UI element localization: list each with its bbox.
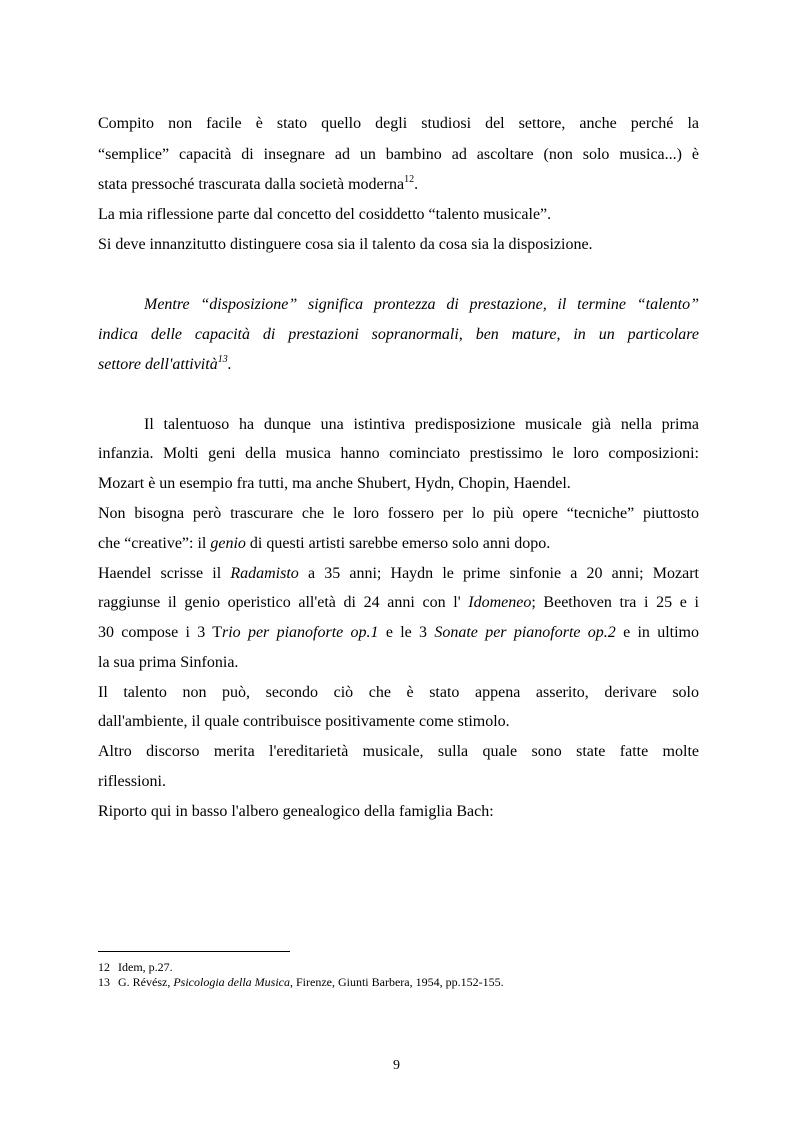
body-text-line [98, 593, 699, 613]
text-span: . [227, 356, 232, 373]
body-text-line: La mia riflessione parte dal concetto del cosiddetto “talento musicale”. [98, 206, 552, 223]
footnote [98, 960, 173, 974]
text-span: e in ultimo [615, 624, 699, 641]
footnote-text: , Firenze, Giunti Barbera, 1954, pp.152-155. [289, 975, 504, 989]
body-text-line: dall'ambiente, il quale contribuisce positivamente come stimolo. [98, 713, 510, 730]
body-text-line [98, 534, 699, 554]
body-text-line: Altro discorso merita l'ereditarietà musicale, sulla quale sono state fatte molte [98, 743, 699, 760]
footnote [98, 975, 504, 989]
text-span: 30 compose i 3 T [98, 624, 222, 641]
footnote-number: 13 [98, 975, 110, 989]
text-span: che “creative”: il [98, 535, 211, 552]
body-text-line: “semplice” capacità di insegnare ad un bambino ad ascoltare (non solo musica...) è [98, 146, 699, 163]
body-text-line: infanzia. Molti geni della musica hanno cominciato prestissimo le loro composizioni: [98, 445, 699, 462]
text-span: a 35 anni; Haydn le prime sinfonie a 20 anni; Mozart [298, 565, 699, 582]
italic-span: Idomeneo [468, 594, 532, 611]
page-number: 9 [393, 1058, 400, 1073]
body-text-line: Mozart è un esempio fra tutti, ma anche Shubert, Hydn, Chopin, Haendel. [98, 475, 571, 492]
italic-span: Radamisto [230, 565, 299, 582]
body-text-line: riflessioni. [98, 773, 166, 790]
body-text-line [98, 623, 699, 643]
body-text-line: Compito non facile è stato quello degli studiosi del settore, anche perché la [98, 115, 699, 132]
text-span: Haendel scrisse il [98, 565, 231, 582]
text-span: di questi artisti sarebbe emerso solo anni dopo. [245, 535, 551, 552]
italic-span: genio [210, 535, 246, 552]
text-span: e le 3 [378, 624, 435, 641]
body-text-line [98, 175, 699, 195]
footnote-number: 12 [98, 960, 110, 974]
body-text-line: Riporto qui in basso l'albero genealogico della famiglia Bach: [98, 803, 494, 820]
footnote-separator [98, 951, 290, 952]
body-text-line: Il talento non può, secondo ciò che è stato appena asserito, derivare solo [98, 684, 699, 701]
text-span: . [414, 176, 419, 193]
body-text-line: Non bisogna però trascurare che le loro fossero per lo più opere “tecniche” piuttosto [98, 505, 699, 522]
italic-span: Sonate per pianoforte op.2 [434, 624, 616, 641]
text-span: settore dell'attività [98, 356, 218, 373]
body-text-line: Si deve innanzitutto distinguere cosa sia il talento da cosa sia la disposizione. [98, 236, 593, 253]
footnote-ref: 13 [217, 354, 228, 365]
text-span: stata pressoché trascurata dalla società moderna [98, 176, 405, 193]
italic-span: rio per pianoforte op.1 [221, 624, 379, 641]
footnote-text: Idem, p.27. [118, 960, 173, 974]
body-text-line: Il talentuoso ha dunque una istintiva predisposizione musicale già nella prima [144, 416, 699, 433]
text-span: ; Beethoven tra i 25 e i [531, 594, 699, 611]
body-text-line [98, 564, 699, 584]
quote-line: indica delle capacità di prestazioni sopranormali, ben mature, in un particolare [98, 326, 699, 343]
quote-line [98, 355, 699, 375]
quote-line: Mentre “disposizione” significa prontezza di prestazione, il termine “talento” [144, 296, 699, 313]
text-span: raggiunse il genio operistico all'età di 24 anni con l' [98, 594, 469, 611]
footnote-title: Psicologia della Musica [173, 975, 290, 989]
footnote-ref: 12 [404, 174, 415, 185]
body-text-line: la sua prima Sinfonia. [98, 654, 239, 671]
footnote-text: G. Révész, [118, 975, 174, 989]
